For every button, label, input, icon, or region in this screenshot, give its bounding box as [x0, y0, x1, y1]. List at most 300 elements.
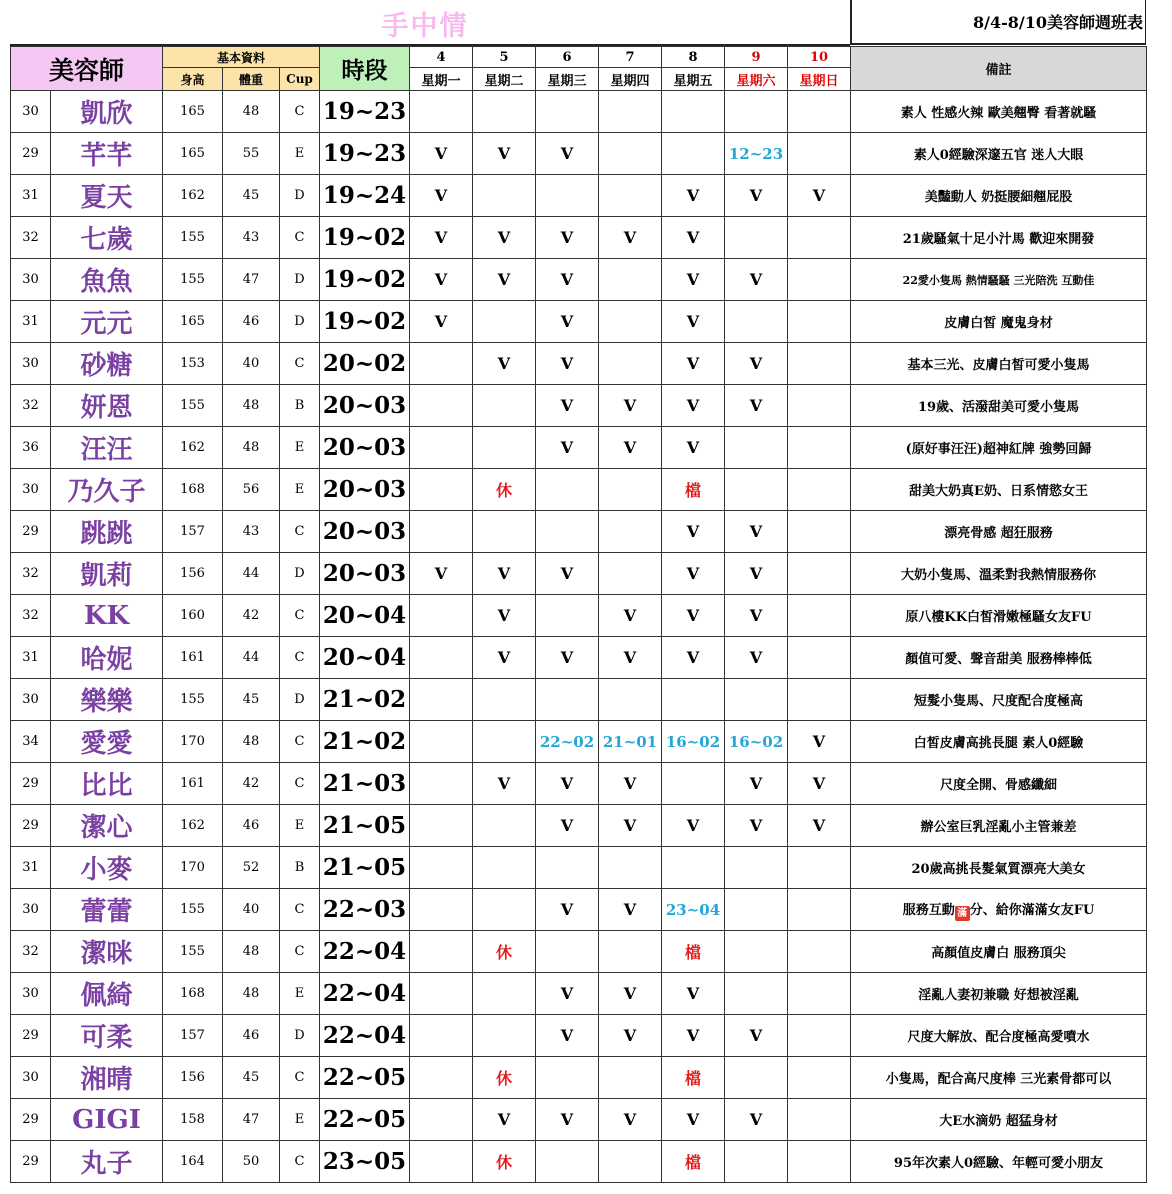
- note-cell: 小隻馬，配合高尺度棒 三光素骨都可以: [851, 1057, 1147, 1099]
- day-cell: V: [662, 1015, 725, 1057]
- day-cell: V: [536, 343, 599, 385]
- weight-cell: 46: [223, 805, 280, 847]
- weight-cell: 52: [223, 847, 280, 889]
- weight-cell: 44: [223, 637, 280, 679]
- day-cell: 23~04: [662, 889, 725, 931]
- weight-header: 體重: [223, 68, 280, 91]
- note-cell: 甜美大奶真E奶、日系情慾女王: [851, 469, 1147, 511]
- day-cell: V: [662, 595, 725, 637]
- day-cell: [662, 679, 725, 721]
- day-cell: V: [473, 553, 536, 595]
- height-cell: 164: [163, 1141, 223, 1183]
- day-cell: [662, 763, 725, 805]
- day-cell: 檔: [662, 1141, 725, 1183]
- time-slot-cell: 20~03: [320, 553, 410, 595]
- height-cell: 155: [163, 385, 223, 427]
- day-cell: [788, 973, 851, 1015]
- note-cell: 漂亮骨感 超狂服務: [851, 511, 1147, 553]
- day-cell: [410, 1099, 473, 1141]
- time-slot-cell: 19~23: [320, 91, 410, 133]
- day-cell: V: [536, 301, 599, 343]
- day-cell: V: [662, 511, 725, 553]
- day-cell: [473, 721, 536, 763]
- therapist-name: 乃久子: [51, 469, 163, 511]
- therapist-name: 哈妮: [51, 637, 163, 679]
- note-cell: 22愛小隻馬 熱情騷騷 三光陪洗 互動佳: [851, 259, 1147, 301]
- day-cell: V: [788, 763, 851, 805]
- day-cell: V: [536, 133, 599, 175]
- day-cell: [473, 1015, 536, 1057]
- weight-cell: 46: [223, 301, 280, 343]
- note-cell: 19歲、活潑甜美可愛小隻馬: [851, 385, 1147, 427]
- schedule-table: [10, 46, 1147, 1183]
- day-cell: [788, 637, 851, 679]
- day-cell: [788, 679, 851, 721]
- therapist-name: 凱莉: [51, 553, 163, 595]
- day-cell: [410, 1141, 473, 1183]
- height-cell: 160: [163, 595, 223, 637]
- age-cell: 29: [11, 1015, 51, 1057]
- day-cell: [788, 847, 851, 889]
- time-slot-cell: 21~03: [320, 763, 410, 805]
- age-cell: 30: [11, 679, 51, 721]
- schedule-row: [11, 259, 1147, 301]
- schedule-row: [11, 301, 1147, 343]
- time-slot-cell: 21~02: [320, 679, 410, 721]
- cup-cell: E: [280, 973, 320, 1015]
- therapist-name: 凱欣: [51, 91, 163, 133]
- title-row: [0, 0, 1150, 46]
- note-cell: 尺度大解放、配合度極高愛噴水: [851, 1015, 1147, 1057]
- day-cell: 12~23: [725, 133, 788, 175]
- day-cell: V: [662, 973, 725, 1015]
- weight-cell: 45: [223, 679, 280, 721]
- cup-cell: C: [280, 889, 320, 931]
- day-cell: [410, 805, 473, 847]
- day-cell: [536, 847, 599, 889]
- day-cell: V: [725, 511, 788, 553]
- therapist-name: 七歲: [51, 217, 163, 259]
- schedule-row: [11, 721, 1147, 763]
- day-cell: [473, 427, 536, 469]
- therapist-name: 妍恩: [51, 385, 163, 427]
- time-slot-cell: 22~05: [320, 1057, 410, 1099]
- time-slot-cell: 21~05: [320, 805, 410, 847]
- day-cell: V: [599, 637, 662, 679]
- age-cell: 29: [11, 1099, 51, 1141]
- age-cell: 32: [11, 553, 51, 595]
- day-cell: V: [410, 133, 473, 175]
- cup-cell: D: [280, 175, 320, 217]
- day-cell: [410, 427, 473, 469]
- note-text: 服務互動: [902, 902, 955, 918]
- day-cell: [788, 1099, 851, 1141]
- age-cell: 30: [11, 259, 51, 301]
- basic-info-header: 基本資料: [163, 47, 320, 68]
- note-cell: 白皙皮膚高挑長腿 素人0經驗: [851, 721, 1147, 763]
- time-slot-cell: 21~02: [320, 721, 410, 763]
- day-cell: [788, 343, 851, 385]
- day-cell: V: [725, 1015, 788, 1057]
- day-cell: [725, 973, 788, 1015]
- age-cell: 32: [11, 595, 51, 637]
- day-name-header: 星期二: [473, 68, 536, 91]
- note-text: 分、給你滿滿女友FU: [969, 902, 1095, 918]
- cup-cell: D: [280, 679, 320, 721]
- weight-cell: 47: [223, 259, 280, 301]
- cup-cell: C: [280, 595, 320, 637]
- day-cell: V: [473, 637, 536, 679]
- schedule-row: [11, 217, 1147, 259]
- day-cell: V: [662, 259, 725, 301]
- day-cell: V: [788, 805, 851, 847]
- day-cell: [536, 679, 599, 721]
- day-name-header: 星期一: [410, 68, 473, 91]
- therapist-header: 美容師: [11, 47, 163, 91]
- day-cell: [725, 847, 788, 889]
- day-cell: [410, 973, 473, 1015]
- therapist-name: 芊芊: [51, 133, 163, 175]
- day-cell: V: [599, 217, 662, 259]
- therapist-name: 汪汪: [51, 427, 163, 469]
- height-cell: 155: [163, 931, 223, 973]
- therapist-name: 湘晴: [51, 1057, 163, 1099]
- schedule-row: [11, 805, 1147, 847]
- height-cell: 162: [163, 427, 223, 469]
- time-slot-cell: 19~02: [320, 217, 410, 259]
- day-name-header: 星期五: [662, 68, 725, 91]
- day-cell: V: [725, 175, 788, 217]
- age-cell: 31: [11, 301, 51, 343]
- therapist-name: 魚魚: [51, 259, 163, 301]
- note-cell: 95年次素人0經驗、年輕可愛小朋友: [851, 1141, 1147, 1183]
- day-cell: 16~02: [662, 721, 725, 763]
- day-cell: [536, 595, 599, 637]
- schedule-row: [11, 889, 1147, 931]
- day-cell: V: [788, 175, 851, 217]
- day-cell: V: [725, 637, 788, 679]
- note-cell: 短髮小隻馬、尺度配合度極高: [851, 679, 1147, 721]
- height-cell: 156: [163, 1057, 223, 1099]
- cup-cell: E: [280, 805, 320, 847]
- cup-cell: C: [280, 343, 320, 385]
- cup-cell: C: [280, 763, 320, 805]
- therapist-name: 跳跳: [51, 511, 163, 553]
- therapist-name: 潔心: [51, 805, 163, 847]
- day-cell: [410, 343, 473, 385]
- cup-cell: D: [280, 301, 320, 343]
- schedule-row: [11, 133, 1147, 175]
- height-cell: 165: [163, 91, 223, 133]
- weight-cell: 42: [223, 595, 280, 637]
- day-cell: [725, 469, 788, 511]
- day-cell: [725, 427, 788, 469]
- day-cell: [599, 259, 662, 301]
- time-slot-cell: 20~03: [320, 511, 410, 553]
- schedule-row: [11, 385, 1147, 427]
- day-cell: [599, 511, 662, 553]
- time-slot-cell: 19~02: [320, 259, 410, 301]
- cup-cell: D: [280, 553, 320, 595]
- day-cell: V: [410, 175, 473, 217]
- height-cell: 157: [163, 511, 223, 553]
- day-cell: V: [599, 805, 662, 847]
- day-cell: V: [725, 553, 788, 595]
- day-cell: V: [536, 1015, 599, 1057]
- time-slot-cell: 20~03: [320, 469, 410, 511]
- day-cell: V: [599, 385, 662, 427]
- note-cell: 皮膚白皙 魔鬼身材: [851, 301, 1147, 343]
- height-cell: 170: [163, 721, 223, 763]
- weight-cell: 48: [223, 91, 280, 133]
- day-cell: [788, 217, 851, 259]
- cup-cell: C: [280, 217, 320, 259]
- therapist-name: 比比: [51, 763, 163, 805]
- note-cell: 20歲高挑長髮氣質漂亮大美女: [851, 847, 1147, 889]
- day-cell: [536, 511, 599, 553]
- cup-cell: D: [280, 1015, 320, 1057]
- day-cell: [410, 91, 473, 133]
- cup-cell: C: [280, 721, 320, 763]
- day-cell: [536, 931, 599, 973]
- time-slot-cell: 23~05: [320, 1141, 410, 1183]
- schedule-row: [11, 1141, 1147, 1183]
- time-slot-cell: 20~04: [320, 595, 410, 637]
- day-cell: [599, 1057, 662, 1099]
- day-cell: V: [662, 217, 725, 259]
- age-cell: 29: [11, 133, 51, 175]
- age-cell: 29: [11, 763, 51, 805]
- age-cell: 30: [11, 1057, 51, 1099]
- age-cell: 31: [11, 175, 51, 217]
- day-cell: 檔: [662, 931, 725, 973]
- schedule-row: [11, 343, 1147, 385]
- day-cell: V: [662, 553, 725, 595]
- day-cell: [410, 595, 473, 637]
- day-cell: 休: [473, 931, 536, 973]
- day-cell: [788, 511, 851, 553]
- day-cell: [788, 427, 851, 469]
- cup-cell: D: [280, 259, 320, 301]
- note-cell: 辦公室巨乳淫亂小主管兼差: [851, 805, 1147, 847]
- day-cell: [599, 553, 662, 595]
- day-cell: [662, 133, 725, 175]
- note-cell: [851, 889, 1147, 931]
- cup-cell: E: [280, 469, 320, 511]
- note-cell: 高顏值皮膚白 服務頂尖: [851, 931, 1147, 973]
- age-cell: 34: [11, 721, 51, 763]
- schedule-row: [11, 637, 1147, 679]
- weight-cell: 43: [223, 511, 280, 553]
- note-cell: 素人 性感火辣 歐美翹臀 看著就騷: [851, 91, 1147, 133]
- weight-cell: 48: [223, 973, 280, 1015]
- day-number-header: 6: [536, 47, 599, 68]
- day-cell: [599, 1141, 662, 1183]
- day-cell: [788, 889, 851, 931]
- day-number-header: 8: [662, 47, 725, 68]
- day-cell: V: [410, 259, 473, 301]
- cup-cell: C: [280, 1057, 320, 1099]
- day-cell: V: [599, 1099, 662, 1141]
- weight-cell: 45: [223, 175, 280, 217]
- height-cell: 168: [163, 973, 223, 1015]
- time-slot-cell: 22~03: [320, 889, 410, 931]
- day-cell: [599, 847, 662, 889]
- day-cell: [536, 469, 599, 511]
- day-cell: [599, 133, 662, 175]
- day-cell: V: [725, 343, 788, 385]
- therapist-name: 夏天: [51, 175, 163, 217]
- schedule-row: [11, 1015, 1147, 1057]
- day-cell: [599, 679, 662, 721]
- day-cell: 休: [473, 469, 536, 511]
- day-cell: V: [473, 763, 536, 805]
- day-cell: [536, 91, 599, 133]
- cup-cell: B: [280, 847, 320, 889]
- weight-cell: 50: [223, 1141, 280, 1183]
- day-cell: V: [662, 301, 725, 343]
- height-cell: 155: [163, 889, 223, 931]
- note-cell: 淫亂人妻初兼職 好想被淫亂: [851, 973, 1147, 1015]
- therapist-name: 潔咪: [51, 931, 163, 973]
- day-number-header: 9: [725, 47, 788, 68]
- day-cell: [473, 301, 536, 343]
- day-cell: [725, 931, 788, 973]
- cup-header: Cup: [280, 68, 320, 91]
- day-number-header: 7: [599, 47, 662, 68]
- time-slot-cell: 19~23: [320, 133, 410, 175]
- day-cell: [788, 469, 851, 511]
- note-cell: 顏值可愛、聲音甜美 服務棒棒低: [851, 637, 1147, 679]
- weight-cell: 43: [223, 217, 280, 259]
- day-cell: [473, 847, 536, 889]
- day-cell: V: [725, 763, 788, 805]
- time-slot-cell: 19~02: [320, 301, 410, 343]
- day-name-header: 星期六: [725, 68, 788, 91]
- schedule-row: [11, 1099, 1147, 1141]
- day-cell: [599, 301, 662, 343]
- day-cell: [473, 385, 536, 427]
- day-cell: V: [536, 973, 599, 1015]
- day-cell: [788, 91, 851, 133]
- schedule-row: [11, 973, 1147, 1015]
- therapist-name: 愛愛: [51, 721, 163, 763]
- day-cell: [788, 1141, 851, 1183]
- day-cell: V: [725, 805, 788, 847]
- height-cell: 155: [163, 679, 223, 721]
- weight-cell: 55: [223, 133, 280, 175]
- time-slot-cell: 22~04: [320, 1015, 410, 1057]
- note-cell: 原八樓KK白皙滑嫩極騷女友FU: [851, 595, 1147, 637]
- cup-cell: E: [280, 1099, 320, 1141]
- therapist-name: 樂樂: [51, 679, 163, 721]
- day-cell: 檔: [662, 1057, 725, 1099]
- cup-cell: C: [280, 931, 320, 973]
- schedule-row: [11, 91, 1147, 133]
- day-name-header: 星期三: [536, 68, 599, 91]
- weight-cell: 44: [223, 553, 280, 595]
- day-number-header: 5: [473, 47, 536, 68]
- weight-cell: 48: [223, 721, 280, 763]
- therapist-name: 砂糖: [51, 343, 163, 385]
- schedule-row: [11, 469, 1147, 511]
- time-slot-header: 時段: [320, 47, 410, 91]
- day-name-header: 星期日: [788, 68, 851, 91]
- therapist-name: 丸子: [51, 1141, 163, 1183]
- day-cell: V: [599, 1015, 662, 1057]
- height-cell: 162: [163, 805, 223, 847]
- height-cell: 161: [163, 763, 223, 805]
- schedule-row: [11, 595, 1147, 637]
- day-cell: V: [473, 343, 536, 385]
- schedule-row: [11, 679, 1147, 721]
- day-cell: [473, 973, 536, 1015]
- day-cell: V: [725, 595, 788, 637]
- day-cell: V: [725, 385, 788, 427]
- note-cell: 21歲騷氣十足小汁馬 歡迎來開發: [851, 217, 1147, 259]
- day-cell: V: [410, 553, 473, 595]
- height-header: 身高: [163, 68, 223, 91]
- day-cell: V: [662, 637, 725, 679]
- day-cell: V: [473, 133, 536, 175]
- schedule-row: [11, 511, 1147, 553]
- day-cell: [599, 343, 662, 385]
- note-cell: 美豔動人 奶挺腰細翹屁股: [851, 175, 1147, 217]
- day-name-header: 星期四: [599, 68, 662, 91]
- day-cell: [725, 301, 788, 343]
- day-cell: V: [599, 595, 662, 637]
- age-cell: 29: [11, 511, 51, 553]
- height-cell: 170: [163, 847, 223, 889]
- day-cell: [410, 511, 473, 553]
- day-number-header: 4: [410, 47, 473, 68]
- note-cell: 大奶小隻馬、溫柔對我熱情服務你: [851, 553, 1147, 595]
- cup-cell: E: [280, 133, 320, 175]
- day-cell: [536, 1057, 599, 1099]
- day-cell: V: [473, 217, 536, 259]
- time-slot-cell: 20~03: [320, 385, 410, 427]
- day-cell: V: [599, 889, 662, 931]
- day-cell: V: [536, 553, 599, 595]
- day-cell: V: [662, 175, 725, 217]
- day-cell: [410, 1057, 473, 1099]
- weight-cell: 56: [223, 469, 280, 511]
- day-cell: V: [410, 217, 473, 259]
- age-cell: 29: [11, 1141, 51, 1183]
- day-cell: [725, 889, 788, 931]
- day-cell: [725, 1057, 788, 1099]
- note-cell: 大E水滴奶 超猛身材: [851, 1099, 1147, 1141]
- weight-cell: 48: [223, 427, 280, 469]
- day-cell: [725, 217, 788, 259]
- day-cell: V: [725, 1099, 788, 1141]
- weight-cell: 48: [223, 931, 280, 973]
- day-cell: [788, 259, 851, 301]
- height-cell: 165: [163, 133, 223, 175]
- time-slot-cell: 20~02: [320, 343, 410, 385]
- therapist-name: 佩綺: [51, 973, 163, 1015]
- therapist-name: 元元: [51, 301, 163, 343]
- note-cell: 基本三光、皮膚白皙可愛小隻馬: [851, 343, 1147, 385]
- day-cell: [599, 931, 662, 973]
- day-cell: V: [536, 385, 599, 427]
- store-title: 手中情: [381, 11, 469, 42]
- age-cell: 30: [11, 889, 51, 931]
- note-cell: 素人0經驗深邃五官 迷人大眼: [851, 133, 1147, 175]
- schedule-row: [11, 931, 1147, 973]
- schedule-row: [11, 847, 1147, 889]
- time-slot-cell: 22~04: [320, 931, 410, 973]
